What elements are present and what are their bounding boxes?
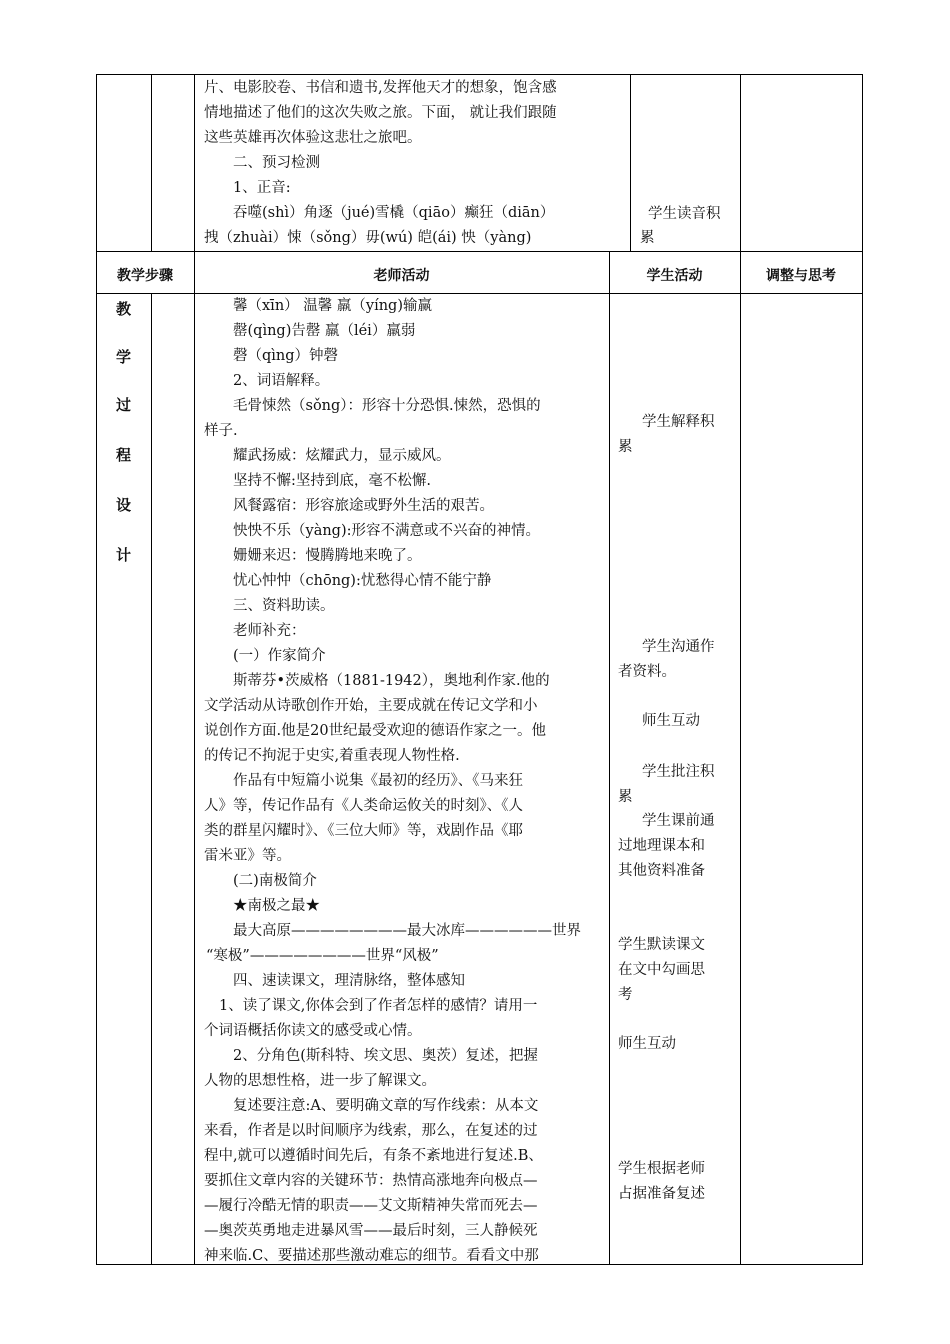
text-line: 雷米亚》等。 bbox=[204, 848, 291, 864]
table-right-border bbox=[862, 74, 863, 1265]
text-line: 拽（zhuài）悚（sǒng）毋(wú) 皑(ái) 怏（yàng) bbox=[204, 230, 532, 246]
text-line: “寒极”————————世界“风极” bbox=[206, 948, 439, 964]
text-line: 耀武扬威：炫耀武力，显示威风。 bbox=[233, 448, 451, 464]
text-line: 学生读音积 bbox=[648, 206, 721, 222]
student-note: 在文中勾画思 bbox=[618, 962, 705, 978]
vertical-label-char: 设 bbox=[115, 496, 131, 514]
text-line: 坚持不懈:坚持到底，毫不松懈. bbox=[233, 473, 431, 489]
student-note: 其他资料准备 bbox=[618, 863, 705, 879]
table-top-border bbox=[96, 74, 863, 75]
student-note: 者资料。 bbox=[618, 664, 676, 680]
student-note: 学生默读课文 bbox=[618, 937, 705, 953]
header-step: 教学步骤 bbox=[117, 268, 173, 284]
text-line: 1、正音: bbox=[233, 180, 291, 196]
text-line: 吞噬(shì）角逐（jué)雪橇（qiāo）癫狂（diān） bbox=[233, 205, 555, 221]
vertical-label-char: 程 bbox=[115, 446, 131, 464]
header-teacher: 老师活动 bbox=[373, 268, 430, 284]
col-divider-top bbox=[151, 74, 152, 251]
col-divider-student-top bbox=[630, 74, 631, 251]
text-line: 2、词语解释。 bbox=[233, 373, 330, 389]
text-line: 类的群星闪耀时》、《三位大师》等，戏剧作品《耶 bbox=[204, 823, 523, 839]
text-line: 的传记不拘泥于史实,着重表现人物性格. bbox=[204, 748, 460, 764]
text-line: 毛骨悚然（sǒng）：形容十分恐惧.悚然，恐惧的 bbox=[233, 398, 541, 414]
header-student: 学生活动 bbox=[646, 268, 703, 284]
student-note: 学生根据老师 bbox=[618, 1161, 705, 1177]
student-note: 学生批注积 bbox=[642, 764, 715, 780]
text-line: 四、速读课文，理清脉络，整体感知 bbox=[233, 973, 465, 989]
text-line: 样子. bbox=[204, 423, 238, 439]
text-line: 二、预习检测 bbox=[233, 155, 320, 171]
student-note: 占据准备复述 bbox=[618, 1186, 705, 1202]
text-line: (一）作家简介 bbox=[233, 648, 326, 664]
text-line: ★南极之最★ bbox=[233, 898, 320, 914]
student-note: 学生沟通作 bbox=[642, 639, 715, 655]
text-line: (二)南极简介 bbox=[233, 873, 317, 889]
text-line: 磬（qìng）钟磬 bbox=[233, 348, 339, 364]
text-line: 累 bbox=[640, 230, 655, 246]
text-line: 人物的思想性格，进一步了解课文。 bbox=[204, 1073, 436, 1089]
student-note: 过地理课本和 bbox=[618, 838, 705, 854]
text-line: 风餐露宿：形容旅途或野外生活的艰苦。 bbox=[233, 498, 494, 514]
text-line: 复述要注意:A、要明确文章的写作线索：从本文 bbox=[233, 1098, 539, 1114]
vertical-label-char: 过 bbox=[115, 396, 131, 414]
header-bottom-border bbox=[96, 293, 863, 294]
vertical-label-char: 学 bbox=[115, 348, 131, 366]
table-left-border bbox=[96, 74, 97, 1265]
text-line: 人》等，传记作品有《人类命运攸关的时刻》、《人 bbox=[204, 798, 523, 814]
col-divider bbox=[194, 74, 195, 1265]
row-divider bbox=[96, 251, 863, 252]
student-note: 考 bbox=[618, 987, 633, 1003]
text-line: 斯蒂芬•茨威格（1881-1942），奥地利作家.他的 bbox=[233, 673, 550, 689]
col-divider-adjust bbox=[740, 74, 741, 1265]
header-adjust: 调整与思考 bbox=[766, 268, 836, 284]
text-line: —履行冷酷无情的职责——艾文斯精神失常而死去— bbox=[204, 1198, 538, 1214]
lesson-plan-table bbox=[96, 74, 863, 1265]
text-line: 1、读了课文,你体会到了作者怎样的感情？请用一 bbox=[219, 998, 538, 1014]
text-line: 馨（xīn） 温馨 羸（yíng)输赢 bbox=[233, 298, 432, 314]
text-line: 来看，作者是以时间顺序为线索，那么，在复述的过 bbox=[204, 1123, 538, 1139]
vertical-label-char: 教 bbox=[115, 300, 131, 318]
text-line: 罄(qìng)告罄 羸（léi）羸弱 bbox=[233, 323, 416, 339]
text-line: 老师补充： bbox=[233, 623, 306, 639]
text-line: 2、分角色(斯科特、埃文思、奥茨）复述，把握 bbox=[233, 1048, 538, 1064]
col-divider-main bbox=[151, 293, 152, 1264]
text-line: 这些英雄再次体验这悲壮之旅吧。 bbox=[204, 130, 422, 146]
student-note: 学生解释积 bbox=[642, 414, 715, 430]
col-divider-student bbox=[609, 251, 610, 1265]
text-line: 作品有中短篇小说集《最初的经历》、《马来狂 bbox=[233, 773, 523, 789]
vertical-label-char: 计 bbox=[115, 546, 131, 564]
text-line: 片、电影胶卷、书信和遗书,发挥他天才的想象，饱含感 bbox=[204, 80, 557, 96]
text-line: 神来临.C、要描述那些激动难忘的细节。看看文中那 bbox=[204, 1248, 539, 1264]
student-note: 学生课前通 bbox=[642, 813, 715, 829]
student-note: 累 bbox=[618, 439, 633, 455]
text-line: 个词语概括你读文的感受或心情。 bbox=[204, 1023, 422, 1039]
text-line: —奥茨英勇地走进暴风雪——最后时刻，三人静候死 bbox=[204, 1223, 538, 1239]
text-line: 最大高原————————最大冰库——————世界 bbox=[233, 923, 581, 939]
text-line: 说创作方面.他是20世纪最受欢迎的德语作家之一。他 bbox=[204, 723, 547, 739]
text-line: 忧心忡忡（chōng):忧愁得心情不能宁静 bbox=[233, 573, 492, 589]
student-note: 师生互动 bbox=[618, 1036, 676, 1052]
text-line: 要抓住文章内容的关键环节：热情高涨地奔向极点— bbox=[204, 1173, 538, 1189]
student-note: 累 bbox=[618, 789, 633, 805]
text-line: 怏怏不乐（yàng):形容不满意或不兴奋的神情。 bbox=[233, 523, 540, 539]
text-line: 情地描述了他们的这次失败之旅。下面， 就让我们跟随 bbox=[204, 105, 557, 121]
text-line: 三、资料助读。 bbox=[233, 598, 335, 614]
text-line: 文学活动从诗歌创作开始，主要成就在传记文学和小 bbox=[204, 698, 538, 714]
text-line: 姗姗来迟：慢腾腾地来晚了。 bbox=[233, 548, 422, 564]
student-note: 师生互动 bbox=[642, 713, 700, 729]
text-line: 程中,就可以遵循时间先后，有条不紊地进行复述.B、 bbox=[204, 1148, 543, 1164]
